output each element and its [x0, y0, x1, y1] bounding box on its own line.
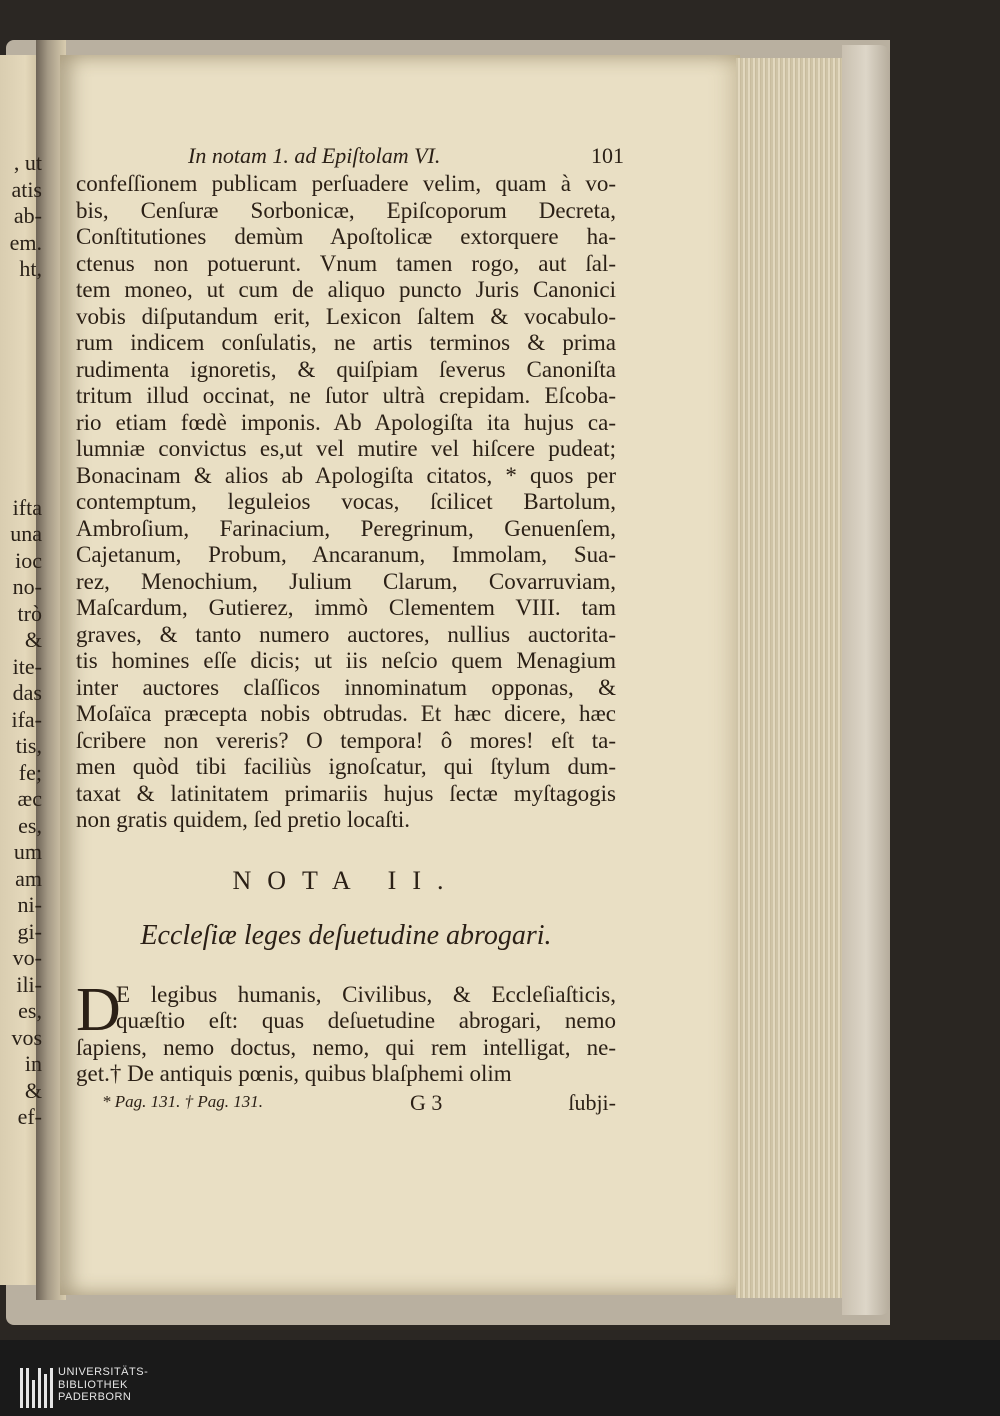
left-fragment: ili-	[16, 971, 42, 997]
library-footer	[0, 1340, 1000, 1416]
section-rubric: Eccleſiæ leges deſuetudine abrogari.	[140, 919, 552, 951]
section-heading: NOTA II.	[232, 865, 460, 895]
text-line: contemptum, leguleios vocas, ſcilicet Bartolum,	[76, 489, 616, 514]
paragraph-two-lines	[76, 975, 616, 1088]
left-fragment	[0, 415, 42, 442]
left-fragment	[0, 362, 42, 389]
text-line: quæſtio eſt: quas deſuetudine abrogari, nemo	[116, 1008, 616, 1033]
text-line: tem moneo, ut cum de aliquo puncto Juris Canonici	[76, 277, 616, 302]
left-fragment: ni-	[17, 892, 42, 917]
text-line: confeſſionem publicam perſuadere velim, quam à vo-	[76, 171, 616, 196]
text-line: Maſcardum, Gutierez, immò Clementem VIII. tam	[76, 595, 616, 620]
paragraph-two	[76, 975, 616, 1088]
left-fragment: am	[15, 865, 42, 891]
left-fragment: æc	[17, 786, 42, 811]
left-fragment: tis,	[15, 733, 42, 758]
text-line: ctenus non potuerunt. Vnum tamen rogo, aut ſal-	[76, 250, 616, 276]
left-fragment: es,	[18, 812, 42, 838]
left-fragment: vo-	[12, 945, 42, 970]
left-fragment	[0, 309, 42, 336]
text-line: bis, Cenſuræ Sorbonicæ, Epiſcoporum Decreta,	[76, 197, 616, 223]
left-fragment: vos	[11, 1024, 42, 1050]
left-page-text-fragments	[0, 150, 42, 1131]
left-fragment	[0, 442, 42, 469]
left-fragment: gi-	[17, 918, 42, 944]
left-fragment	[0, 336, 42, 363]
text-line: men quòd tibi faciliùs ignoſcatur, qui ſtylum dum-	[76, 754, 616, 779]
text-line: get.† De antiquis pœnis, quibus blaſphemi olim	[76, 1061, 512, 1086]
text-line: taxat & latinitatem primariis hujus ſectæ myſtagogis	[76, 780, 616, 806]
signature-mark: G 3	[410, 1089, 443, 1115]
left-fragment: ite-	[12, 653, 42, 679]
library-name	[58, 1366, 148, 1404]
catchword: ſubji-	[568, 1089, 616, 1115]
text-line: non gratis quidem, ſed pretio locaſti.	[76, 807, 411, 832]
text-line: Conſtitutiones demùm Apoſtolicæ extorquere ha-	[76, 224, 616, 249]
library-name-line-2: BIBLIOTHEK	[58, 1378, 128, 1391]
left-fragment: em.	[9, 229, 42, 255]
text-line: tritum illud occinat, ne ſutor ultrà crepidam. Eſcoba-	[76, 383, 616, 408]
text-line: rudimenta ignoretis, & quiſpiam ſeverus Canoniſta	[76, 356, 616, 382]
page-edges	[736, 58, 846, 1298]
text-line: E legibus humanis, Civilibus, & Eccleſiaſticis,	[116, 981, 616, 1007]
left-fragment: ab-	[13, 203, 42, 228]
left-fragment: ioc	[15, 547, 42, 573]
page-footer-line	[76, 1090, 616, 1118]
text-line: Moſaïca præcepta nobis obtrudas. Et hæc dicere, hæc	[76, 701, 616, 726]
left-fragment: atis	[11, 176, 42, 202]
running-head-title: In notam 1. ad Epiſtolam VI.	[188, 143, 441, 168]
left-fragment: ef-	[17, 1104, 42, 1129]
text-line: Bonacinam & alios ab Apologiſta citatos, * quos per	[76, 462, 616, 488]
left-fragment: ifta	[12, 494, 42, 520]
drop-cap: D	[76, 975, 121, 1044]
page-text	[76, 143, 624, 1118]
footnote-references: * Pag. 131. † Pag. 131.	[102, 1091, 264, 1111]
page-number: 101	[591, 143, 624, 168]
text-line: Cajetanum, Probum, Ancaranum, Immolam, Sua-	[76, 542, 616, 567]
left-fragment: &	[24, 1077, 42, 1103]
left-fragment: das	[12, 680, 42, 705]
body-text	[76, 171, 616, 834]
left-fragment: &	[24, 627, 42, 652]
text-line: ſapiens, nemo doctus, nemo, qui rem intelligat, ne-	[76, 1034, 616, 1060]
left-fragment: no-	[12, 574, 42, 599]
text-line: Ambroſium, Farinacium, Peregrinum, Genuenſem,	[76, 515, 616, 541]
left-fragment: trò	[17, 600, 42, 626]
left-fragment: una	[10, 521, 42, 546]
left-fragment: ifa-	[11, 706, 42, 732]
text-line: vobis diſputandum erit, Lexicon ſaltem & vocabulo-	[76, 303, 616, 329]
left-fragment	[0, 283, 42, 310]
left-fragment: in	[24, 1051, 42, 1076]
text-line: ſcribere non vereris? O tempora! ô mores! eſt ta-	[76, 727, 616, 753]
left-fragment: um	[13, 839, 42, 864]
left-fragment	[0, 389, 42, 416]
left-fragment: es,	[18, 998, 42, 1023]
left-fragment: fe;	[18, 759, 42, 785]
text-line: rio etiam fœdè imponis. Ab Apologiſta ita hujus ca-	[76, 409, 616, 435]
text-line: inter auctores claſſicos innominatum opponas, &	[76, 674, 616, 700]
book-cover-edge	[842, 45, 890, 1315]
text-line: rez, Menochium, Julium Clarum, Covarruviam,	[76, 568, 616, 594]
left-fragment: , ut	[13, 150, 42, 175]
text-line: lumniæ convictus es,ut vel mutire vel hiſcere pudeat;	[76, 436, 616, 461]
text-line: tis homines eſſe dicis; ut iis neſcio quem Menagium	[76, 648, 616, 673]
library-name-line-1: UNIVERSITÄTS-	[58, 1366, 149, 1378]
library-logo-icon	[20, 1368, 54, 1408]
left-fragment	[0, 468, 42, 495]
text-line: rum indicem conſulatis, ne artis terminos & prima	[76, 330, 616, 355]
scan-background	[890, 0, 1000, 1340]
running-head	[76, 143, 624, 171]
library-name-line-3: PADERBORN	[58, 1391, 132, 1403]
text-line: graves, & tanto numero auctores, nullius auctorita-	[76, 621, 616, 647]
left-fragment: ht,	[19, 256, 42, 281]
